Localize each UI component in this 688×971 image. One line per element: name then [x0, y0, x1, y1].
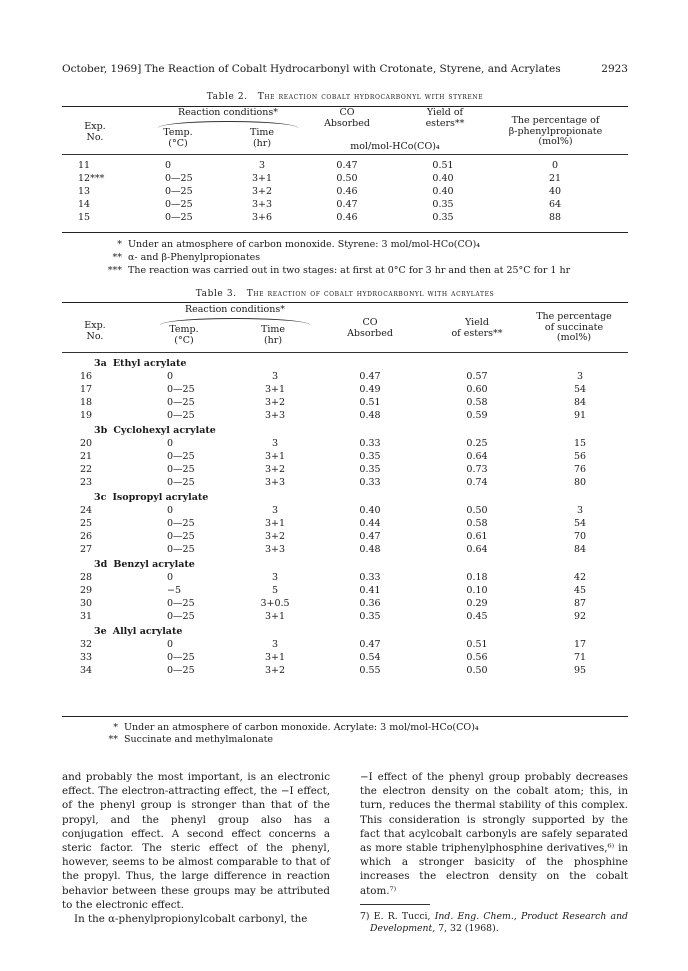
body-left-paragraph-2: In the α-phenylpropionylcobalt carbonyl, the [74, 913, 308, 926]
footnote-rule [360, 904, 430, 905]
table2-cell-co: 0.46 [336, 186, 358, 197]
table3-cell-co: 0.33 [359, 477, 381, 488]
table3-group-label [94, 425, 216, 437]
table3-header-time-unit: (hr) [263, 334, 283, 346]
table3-cell-no: 25 [80, 518, 93, 529]
table3-cell-pct: 84 [573, 544, 587, 555]
table2-header-temp [153, 128, 203, 149]
table3-group-label [94, 626, 182, 638]
table2-caption [62, 91, 628, 103]
table3-cell-co: 0.33 [359, 572, 381, 583]
body-left-column [62, 770, 330, 926]
table3-cell-no: 20 [80, 438, 93, 449]
table3-header-time-label: Time [260, 324, 285, 335]
table2-caption-number: Table 2. [206, 92, 248, 102]
table3-cell-yield: 0.50 [466, 505, 488, 516]
table3-header-time [247, 325, 299, 346]
table3-cell-time: 3+1 [264, 611, 286, 622]
table2-cell-yield: 0.35 [432, 199, 454, 210]
table3-cell-time: 3 [271, 505, 279, 516]
running-header-title: October, 1969] The Reaction of Cobalt Hydrocarbonyl with Crotonate, Styrene, and Acrylates [62, 63, 561, 75]
table3-cell-pct: 3 [576, 505, 584, 516]
table3-cell-time: 3+2 [264, 397, 286, 408]
table2-cell-temp: 0—25 [165, 186, 193, 197]
table3-cell-co: 0.51 [359, 397, 381, 408]
table3-cell-co: 0.33 [359, 438, 381, 449]
table2-header-esters-label: esters** [425, 117, 465, 129]
table2-header-temp-unit: (°C) [168, 137, 188, 149]
table3-cell-pct: 45 [573, 585, 587, 596]
table3-cell-temp: 0 [167, 505, 174, 516]
table2-header-exp-label: Exp. [84, 121, 106, 132]
table3-cell-pct: 54 [573, 384, 587, 395]
table3-cell-time: 3+1 [264, 384, 286, 395]
table3-header-yield-label: Yield [465, 317, 489, 328]
table3-cell-co: 0.36 [359, 598, 381, 609]
table3-cell-yield: 0.60 [466, 384, 488, 395]
table2-header-pct-line2: β-phenylpropionate [508, 125, 603, 137]
table3-cell-temp: 0—25 [167, 611, 195, 622]
table2-cell-time: 3+2 [251, 186, 273, 197]
table3-group-id: 3e [94, 626, 107, 637]
table3-header-absorbed-label: Absorbed [347, 327, 393, 339]
table3-cell-time: 3+1 [264, 652, 286, 663]
table3-cell-co: 0.48 [359, 544, 381, 555]
table2-header-yield [410, 108, 480, 129]
table2-cell-yield: 0.51 [432, 160, 454, 171]
table2-cell-yield: 0.35 [432, 212, 454, 223]
table3-cell-pct: 56 [573, 451, 587, 462]
table3-caption-text: The reaction of cobalt hydrocarbonyl with acrylates [246, 289, 495, 299]
table3-cell-yield: 0.25 [466, 438, 488, 449]
table3-cell-yield: 0.64 [466, 451, 488, 462]
table2-cell-pct: 88 [548, 212, 562, 223]
table3-cell-temp: 0 [167, 639, 174, 650]
table2-note-mark: ** [112, 252, 122, 263]
footnote-7-journal: Ind. Eng. Chem., Product Research and Development, [370, 910, 629, 935]
table3-cell-time: 5 [271, 585, 279, 596]
table2-cell-no: 15 [78, 212, 91, 223]
table2-cell-time: 3+3 [251, 199, 273, 210]
table3-cell-no: 23 [80, 477, 93, 488]
table3-header-percentage [520, 312, 628, 344]
table2-cell-no: 13 [78, 186, 91, 197]
table3-cell-co: 0.41 [359, 585, 381, 596]
table2-note-text: Under an atmosphere of carbon monoxide. Styrene: 3 mol/mol-HCo(CO)₄ [128, 239, 481, 250]
table3-cell-pct: 95 [573, 665, 587, 676]
table3-cell-pct: 71 [573, 652, 587, 663]
table2-note-mark: *** [107, 265, 122, 276]
table2-cell-pct: 40 [548, 186, 562, 197]
table3-group-label [94, 492, 208, 504]
table3-cell-yield: 0.74 [466, 477, 488, 488]
table2-cell-pct: 0 [551, 160, 559, 171]
table2-header-percentage [483, 116, 628, 148]
table3-cell-pct: 76 [573, 464, 587, 475]
table3-group-name: Allyl acrylate [112, 626, 183, 637]
table3-cell-yield: 0.18 [466, 572, 488, 583]
table2-cell-time: 3 [258, 160, 266, 171]
table3-cell-no: 17 [80, 384, 93, 395]
table2-header-no-label: No. [86, 131, 104, 143]
table3-header-exp-label: Exp. [84, 320, 106, 331]
table2-cell-temp: 0 [165, 160, 172, 171]
table3-bottom-rule [62, 716, 628, 717]
table3-cell-time: 3+3 [264, 477, 286, 488]
table3-cell-no: 16 [80, 371, 93, 382]
table2-header-co [312, 108, 382, 129]
table3-note-mark: * [113, 722, 118, 733]
table2-header-temp-label: Temp. [163, 127, 193, 138]
footnote-7-volume: 7, 32 (1968). [438, 923, 499, 935]
table3-cell-temp: 0—25 [167, 477, 195, 488]
table3-cell-temp: 0—25 [167, 384, 195, 395]
table3-cell-yield: 0.57 [466, 371, 488, 382]
table2-cell-temp: 0—25 [165, 199, 193, 210]
table2-header-time [237, 128, 287, 149]
table3-cell-time: 3+3 [264, 544, 286, 555]
table3-cell-time: 3+2 [264, 665, 286, 676]
table3-cell-temp: 0—25 [167, 410, 195, 421]
table3-cell-time: 3 [271, 438, 279, 449]
table3-header-temp-unit: (°C) [174, 334, 194, 346]
table3-header-temp [158, 325, 210, 346]
table3-header-co [330, 318, 410, 339]
table2-header-yield-label: Yield of [426, 107, 464, 118]
table3-cell-temp: 0—25 [167, 544, 195, 555]
table3-cell-pct: 84 [573, 397, 587, 408]
table3-cell-yield: 0.64 [466, 544, 488, 555]
table3-group-id: 3b [94, 425, 108, 436]
table3-cell-co: 0.47 [359, 639, 381, 650]
table3-top-rule [62, 302, 628, 303]
table3-header-co-label: CO [362, 317, 378, 328]
table3-group-name: Isopropyl acrylate [112, 492, 209, 503]
table3-cell-temp: 0 [167, 371, 174, 382]
table2-header-exp [75, 122, 115, 143]
table3-cell-temp: 0—25 [167, 397, 195, 408]
table3-cell-co: 0.49 [359, 384, 381, 395]
table3-cell-pct: 91 [573, 410, 587, 421]
table2-cell-temp: 0—25 [165, 212, 193, 223]
table3-cell-yield: 0.58 [466, 397, 488, 408]
table2-cell-time: 3+6 [251, 212, 273, 223]
table2-header-pct-line1: The percentage of [511, 115, 600, 126]
table3-cell-yield: 0.61 [466, 531, 488, 542]
table3-cell-yield: 0.56 [466, 652, 488, 663]
table3-cell-no: 29 [80, 585, 93, 596]
table3-cell-temp: 0—25 [167, 464, 195, 475]
table3-caption [62, 288, 628, 300]
table3-cell-no: 31 [80, 611, 93, 622]
table3-cell-time: 3 [271, 572, 279, 583]
table3-cell-co: 0.48 [359, 410, 381, 421]
table3-cell-yield: 0.10 [466, 585, 488, 596]
table3-group-id: 3c [94, 492, 107, 503]
table3-cell-co: 0.54 [359, 652, 381, 663]
table3-cell-pct: 15 [573, 438, 587, 449]
table3-group-name: Benzyl acrylate [113, 559, 195, 570]
table3-cell-time: 3+1 [264, 518, 286, 529]
table3-cell-no: 27 [80, 544, 93, 555]
table3-cell-co: 0.44 [359, 518, 381, 529]
table3-header-pct-line3: (mol%) [556, 332, 592, 343]
table3-note-text: Succinate and methylmalonate [124, 734, 274, 745]
table3-cell-time: 3+2 [264, 531, 286, 542]
table3-cell-co: 0.55 [359, 665, 381, 676]
table3-cell-yield: 0.29 [466, 598, 488, 609]
table3-header-esters-label: of esters** [451, 327, 503, 339]
table2-cell-temp: 0—25 [165, 173, 193, 184]
table2-cell-no: 11 [78, 160, 91, 171]
table3-group-id: 3a [94, 358, 107, 369]
page-number: 2923 [601, 63, 628, 75]
footnote-7-number: 7) [360, 910, 370, 922]
body-right-column [360, 770, 628, 936]
table2-header-conditions: Reaction conditions* [177, 107, 279, 118]
body-left-paragraph-1: and probably the most important, is an electronic effect. The electron-attracting effect, the −I effect, of the phenyl group is stronger than that of the propyl, and the phenyl group also has a conjugation effect. A second effect concerns a steric factor. The steric effect of the phenyl, however, seems to be almost comparable to that of the propyl. Thus, the large difference in reaction behavior between these groups may be attributed to the electronic effect. [62, 771, 330, 911]
table2-cell-co: 0.46 [336, 212, 358, 223]
table3-cell-no: 21 [80, 451, 93, 462]
table3-header-yield [432, 318, 522, 339]
table3-cell-temp: 0—25 [167, 665, 195, 676]
table3-cell-temp: 0—25 [167, 652, 195, 663]
table3-cell-time: 3 [271, 639, 279, 650]
table3-group-id: 3d [94, 559, 108, 570]
table3-cell-pct: 42 [573, 572, 587, 583]
table3-note-mark: ** [108, 734, 118, 745]
table3-group-name: Ethyl acrylate [112, 358, 187, 369]
table3-cell-co: 0.35 [359, 464, 381, 475]
footnote-7 [360, 911, 628, 936]
body-right-paragraph-1: −I effect of the phenyl group probably decreases the electron density on the cobalt atom; this, in turn, reduces the thermal stability of this complex. This consideration is strongly supported by the fact that acylcobalt carbonyls are safely separated as more stable triphenylphosphine derivatives,⁶⁾ in which a stronger basicity of the phosphine increases the electron density on the cobalt atom.⁷⁾ [360, 771, 628, 897]
table3-cell-no: 34 [80, 665, 93, 676]
table3-header-rule [62, 352, 628, 353]
table2-header-rule [62, 154, 628, 155]
table2-header-pct-line3: (mol%) [538, 136, 573, 147]
table3-cell-no: 33 [80, 652, 93, 663]
table3-group-name: Cyclohexyl acrylate [113, 425, 216, 436]
table2-cell-no: 12*** [78, 173, 105, 184]
table3-cell-temp: 0—25 [167, 451, 195, 462]
table2-cell-no: 14 [78, 199, 91, 210]
table3-cell-no: 26 [80, 531, 93, 542]
table3-cell-no: 28 [80, 572, 93, 583]
table2-cell-yield: 0.40 [432, 186, 454, 197]
table3-cell-co: 0.35 [359, 611, 381, 622]
table3-cell-pct: 80 [573, 477, 587, 488]
table3-cell-no: 30 [80, 598, 93, 609]
table3-cell-yield: 0.51 [466, 639, 488, 650]
table2-bottom-rule [62, 232, 628, 233]
table3-cell-time: 3 [271, 371, 279, 382]
table3-cell-yield: 0.50 [466, 665, 488, 676]
footnote-7-author: E. R. Tucci, [373, 910, 431, 922]
table2-header-absorbed-label: Absorbed [324, 117, 370, 129]
table3-cell-temp: −5 [167, 585, 182, 596]
table3-header-exp [75, 321, 115, 342]
table3-cell-pct: 70 [573, 531, 587, 542]
table3-cell-pct: 54 [573, 518, 587, 529]
table3-cell-temp: 0—25 [167, 531, 195, 542]
table3-cell-temp: 0 [167, 438, 174, 449]
table3-cell-yield: 0.73 [466, 464, 488, 475]
table3-cell-temp: 0 [167, 572, 174, 583]
table3-cell-co: 0.40 [359, 505, 381, 516]
table2-caption-text: The reaction cobalt hydrocarbonyl with styrene [257, 92, 484, 102]
table2-note-text: The reaction was carried out in two stages: at first at 0°C for 3 hr and then at 25°C for 1 hr [128, 265, 571, 276]
table2-header-co-label: CO [339, 107, 355, 118]
table3-cell-co: 0.47 [359, 531, 381, 542]
table2-header-unit: mol/mol-HCo(CO)₄ [350, 141, 440, 152]
table3-cell-time: 3+2 [264, 464, 286, 475]
table3-cell-yield: 0.58 [466, 518, 488, 529]
table3-cell-no: 18 [80, 397, 93, 408]
table3-cell-pct: 17 [573, 639, 587, 650]
table3-note-text: Under an atmosphere of carbon monoxide. Acrylate: 3 mol/mol-HCo(CO)₄ [124, 722, 479, 733]
table3-header-temp-label: Temp. [169, 324, 199, 335]
table2-note-mark: * [117, 239, 122, 250]
table3-header-pct-line1: The percentage [536, 311, 612, 322]
table3-cell-time: 3+3 [264, 410, 286, 421]
table3-cell-yield: 0.59 [466, 410, 488, 421]
table3-header-no-label: No. [86, 330, 104, 342]
table2-header-time-unit: (hr) [252, 137, 272, 149]
table3-cell-no: 32 [80, 639, 93, 650]
table3-header-pct-line2: of succinate [544, 321, 604, 333]
table3-cell-no: 19 [80, 410, 93, 421]
table3-cell-time: 3+0.5 [260, 598, 290, 609]
table2-header-time-label: Time [249, 127, 274, 138]
table2-cell-pct: 64 [548, 199, 562, 210]
table3-cell-co: 0.35 [359, 451, 381, 462]
table3-caption-number: Table 3. [195, 289, 237, 299]
table3-cell-no: 24 [80, 505, 93, 516]
table3-cell-pct: 3 [576, 371, 584, 382]
table3-group-label [94, 559, 195, 571]
table2-note-text: α- and β-Phenylpropionates [128, 252, 261, 263]
table3-group-label [94, 358, 186, 370]
table3-cell-pct: 92 [573, 611, 587, 622]
table2-cell-co: 0.47 [336, 199, 358, 210]
table3-cell-pct: 87 [573, 598, 587, 609]
table3-header-conditions: Reaction conditions* [184, 304, 286, 315]
table3-cell-time: 3+1 [264, 451, 286, 462]
table2-cell-co: 0.47 [336, 160, 358, 171]
table2-cell-pct: 21 [548, 173, 562, 184]
table2-cell-co: 0.50 [336, 173, 358, 184]
table3-cell-temp: 0—25 [167, 598, 195, 609]
table3-cell-yield: 0.45 [466, 611, 488, 622]
table3-cell-no: 22 [80, 464, 93, 475]
table2-cell-yield: 0.40 [432, 173, 454, 184]
table3-cell-co: 0.47 [359, 371, 381, 382]
table3-cell-temp: 0—25 [167, 518, 195, 529]
table2-cell-time: 3+1 [251, 173, 273, 184]
